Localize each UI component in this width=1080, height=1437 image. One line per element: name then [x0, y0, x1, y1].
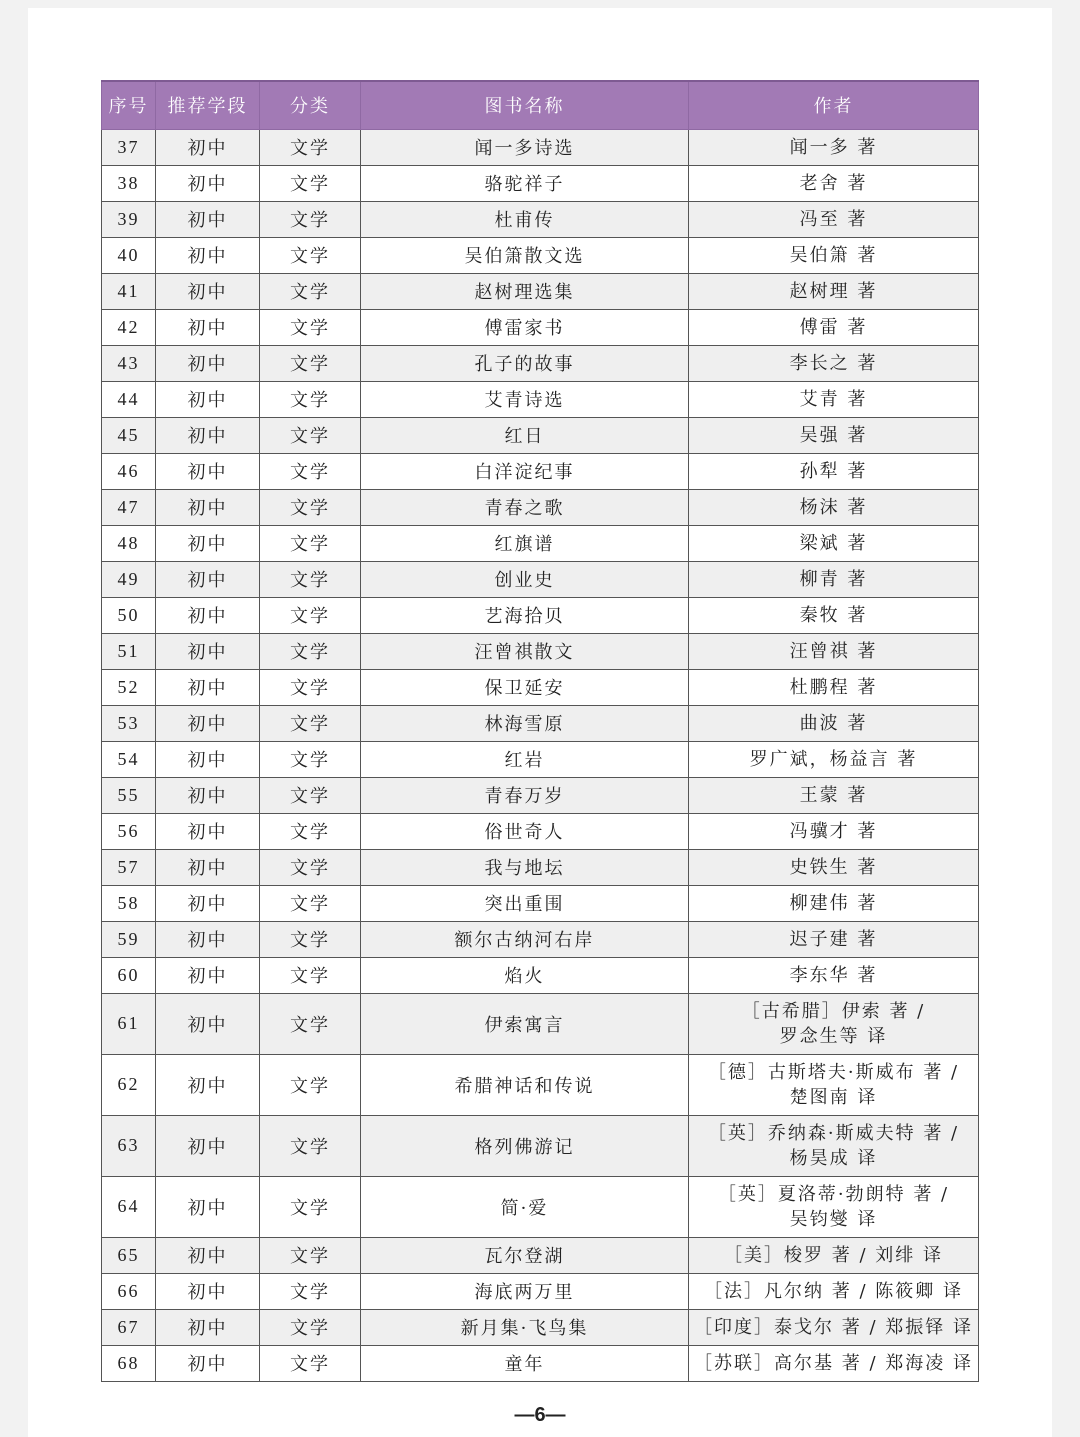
author-line: ［苏联］高尔基 著 / 郑海凌 译: [694, 1352, 973, 1374]
cell-stage: 初中: [156, 201, 260, 237]
cell-category: 文学: [260, 381, 361, 417]
cell-category: 文学: [260, 309, 361, 345]
cell-title: 骆驼祥子: [361, 165, 689, 201]
cell-category: 文学: [260, 885, 361, 921]
cell-num: 38: [102, 165, 156, 201]
cell-num: 46: [102, 453, 156, 489]
cell-title: 汪曾祺散文: [361, 633, 689, 669]
cell-title: 青春万岁: [361, 777, 689, 813]
author-line: 傅雷 著: [799, 316, 868, 338]
author-line: 吴钧燮 译: [789, 1208, 878, 1230]
cell-category: 文学: [260, 597, 361, 633]
cell-num: 41: [102, 273, 156, 309]
author-line: 迟子建 著: [789, 928, 878, 950]
table-row: [102, 237, 979, 273]
cell-category: 文学: [260, 813, 361, 849]
cell-category: 文学: [260, 921, 361, 957]
cell-num: 47: [102, 489, 156, 525]
cell-author: [689, 1115, 979, 1176]
author-line: ［美］梭罗 著 / 刘绯 译: [724, 1244, 943, 1266]
cell-title: 新月集·飞鸟集: [361, 1309, 689, 1345]
cell-num: 63: [102, 1115, 156, 1176]
cell-author: [689, 237, 979, 273]
cell-stage: 初中: [156, 705, 260, 741]
cell-stage: 初中: [156, 417, 260, 453]
cell-author: [689, 273, 979, 309]
book-list-table: [101, 80, 979, 1382]
cell-title: 红旗谱: [361, 525, 689, 561]
cell-title: 海底两万里: [361, 1273, 689, 1309]
cell-author: [689, 813, 979, 849]
cell-author: [689, 1309, 979, 1345]
cell-author: [689, 1273, 979, 1309]
cell-author: [689, 561, 979, 597]
cell-author: [689, 1237, 979, 1273]
author-line: 孙犁 著: [799, 460, 868, 482]
table-header-row: [102, 81, 979, 129]
cell-category: 文学: [260, 741, 361, 777]
cell-author: [689, 309, 979, 345]
cell-title: 傅雷家书: [361, 309, 689, 345]
cell-num: 39: [102, 201, 156, 237]
cell-num: 57: [102, 849, 156, 885]
cell-title: 孔子的故事: [361, 345, 689, 381]
table-row: [102, 165, 979, 201]
cell-title: 创业史: [361, 561, 689, 597]
cell-category: 文学: [260, 489, 361, 525]
table-row: [102, 525, 979, 561]
cell-stage: 初中: [156, 921, 260, 957]
cell-stage: 初中: [156, 1273, 260, 1309]
table-row: [102, 993, 979, 1054]
cell-num: 53: [102, 705, 156, 741]
table-body: [102, 129, 979, 1381]
cell-title: 闻一多诗选: [361, 129, 689, 165]
cell-author: [689, 381, 979, 417]
table-row: [102, 957, 979, 993]
header-category: 分类: [260, 81, 361, 129]
cell-title: 赵树理选集: [361, 273, 689, 309]
cell-title: 保卫延安: [361, 669, 689, 705]
cell-stage: 初中: [156, 525, 260, 561]
cell-category: 文学: [260, 1054, 361, 1115]
table-row: [102, 309, 979, 345]
cell-num: 67: [102, 1309, 156, 1345]
author-line: 王蒙 著: [799, 784, 868, 806]
table-row: [102, 1273, 979, 1309]
table-row: [102, 1054, 979, 1115]
cell-title: 艾青诗选: [361, 381, 689, 417]
cell-stage: 初中: [156, 561, 260, 597]
cell-category: 文学: [260, 201, 361, 237]
table-row: [102, 1345, 979, 1381]
cell-num: 59: [102, 921, 156, 957]
cell-stage: 初中: [156, 669, 260, 705]
table-row: [102, 345, 979, 381]
page-number: —6—: [514, 1404, 566, 1426]
table-row: [102, 417, 979, 453]
table-row: [102, 633, 979, 669]
cell-title: 红岩: [361, 741, 689, 777]
cell-author: [689, 921, 979, 957]
author-line: 杜鹏程 著: [789, 676, 878, 698]
cell-title: 突出重围: [361, 885, 689, 921]
author-line: 罗念生等 译: [779, 1025, 888, 1047]
cell-stage: 初中: [156, 849, 260, 885]
author-line: 吴强 著: [799, 424, 868, 446]
header-author: 作者: [689, 81, 979, 129]
cell-author: [689, 417, 979, 453]
table-row: [102, 777, 979, 813]
cell-num: 68: [102, 1345, 156, 1381]
table-row: [102, 885, 979, 921]
author-line: 艾青 著: [799, 388, 868, 410]
cell-category: 文学: [260, 129, 361, 165]
table-row: [102, 921, 979, 957]
table-row: [102, 849, 979, 885]
cell-num: 51: [102, 633, 156, 669]
cell-category: 文学: [260, 849, 361, 885]
cell-title: 格列佛游记: [361, 1115, 689, 1176]
cell-author: [689, 993, 979, 1054]
cell-category: 文学: [260, 1115, 361, 1176]
cell-stage: 初中: [156, 993, 260, 1054]
cell-title: 林海雪原: [361, 705, 689, 741]
cell-category: 文学: [260, 237, 361, 273]
cell-num: 64: [102, 1176, 156, 1237]
cell-category: 文学: [260, 453, 361, 489]
cell-num: 45: [102, 417, 156, 453]
cell-num: 62: [102, 1054, 156, 1115]
author-line: 梁斌 著: [799, 532, 868, 554]
cell-author: [689, 885, 979, 921]
table-row: [102, 561, 979, 597]
cell-num: 58: [102, 885, 156, 921]
cell-stage: 初中: [156, 489, 260, 525]
table-row: [102, 381, 979, 417]
table-row: [102, 813, 979, 849]
cell-num: 55: [102, 777, 156, 813]
cell-author: [689, 1054, 979, 1115]
cell-stage: 初中: [156, 453, 260, 489]
cell-title: 童年: [361, 1345, 689, 1381]
author-line: 柳建伟 著: [789, 892, 878, 914]
cell-title: 焰火: [361, 957, 689, 993]
cell-category: 文学: [260, 777, 361, 813]
cell-category: 文学: [260, 561, 361, 597]
cell-num: 61: [102, 993, 156, 1054]
author-line: ［法］凡尔纳 著 / 陈筱卿 译: [704, 1280, 963, 1302]
table-row: [102, 201, 979, 237]
cell-num: 40: [102, 237, 156, 273]
author-line: 罗广斌，杨益言 著: [749, 748, 918, 770]
cell-category: 文学: [260, 669, 361, 705]
table-row: [102, 1176, 979, 1237]
cell-category: 文学: [260, 417, 361, 453]
cell-author: [689, 957, 979, 993]
cell-title: 红日: [361, 417, 689, 453]
cell-author: [689, 849, 979, 885]
author-line: ［古希腊］伊索 著 /: [741, 1000, 926, 1022]
table-row: [102, 129, 979, 165]
cell-num: 56: [102, 813, 156, 849]
author-line: 李长之 著: [789, 352, 878, 374]
cell-category: 文学: [260, 1273, 361, 1309]
cell-author: [689, 1176, 979, 1237]
cell-author: [689, 129, 979, 165]
author-line: 闻一多 著: [789, 136, 878, 158]
cell-category: 文学: [260, 633, 361, 669]
author-line: 冯骥才 著: [789, 820, 878, 842]
table-row: [102, 1309, 979, 1345]
cell-num: 44: [102, 381, 156, 417]
cell-stage: 初中: [156, 309, 260, 345]
cell-stage: 初中: [156, 1054, 260, 1115]
table-row: [102, 489, 979, 525]
header-title: 图书名称: [361, 81, 689, 129]
cell-title: 希腊神话和传说: [361, 1054, 689, 1115]
table-row: [102, 741, 979, 777]
cell-category: 文学: [260, 705, 361, 741]
cell-category: 文学: [260, 1176, 361, 1237]
cell-num: 43: [102, 345, 156, 381]
cell-stage: 初中: [156, 129, 260, 165]
cell-stage: 初中: [156, 1115, 260, 1176]
table-row: [102, 273, 979, 309]
table-row: [102, 1115, 979, 1176]
author-line: 汪曾祺 著: [789, 640, 878, 662]
cell-author: [689, 201, 979, 237]
table-row: [102, 669, 979, 705]
author-line: ［英］夏洛蒂·勃朗特 著 /: [717, 1183, 950, 1205]
author-line: 曲波 著: [799, 712, 868, 734]
cell-category: 文学: [260, 165, 361, 201]
cell-author: [689, 489, 979, 525]
table-row: [102, 597, 979, 633]
cell-stage: 初中: [156, 237, 260, 273]
cell-stage: 初中: [156, 957, 260, 993]
cell-category: 文学: [260, 525, 361, 561]
cell-num: 52: [102, 669, 156, 705]
cell-author: [689, 633, 979, 669]
cell-title: 我与地坛: [361, 849, 689, 885]
cell-title: 白洋淀纪事: [361, 453, 689, 489]
cell-author: [689, 597, 979, 633]
cell-title: 瓦尔登湖: [361, 1237, 689, 1273]
cell-stage: 初中: [156, 165, 260, 201]
cell-stage: 初中: [156, 597, 260, 633]
cell-title: 额尔古纳河右岸: [361, 921, 689, 957]
author-line: 吴伯箫 著: [789, 244, 878, 266]
cell-category: 文学: [260, 345, 361, 381]
cell-author: [689, 669, 979, 705]
cell-num: 48: [102, 525, 156, 561]
cell-category: 文学: [260, 1237, 361, 1273]
author-line: 老舍 著: [799, 172, 868, 194]
cell-title: 俗世奇人: [361, 813, 689, 849]
author-line: 楚图南 译: [789, 1086, 878, 1108]
author-line: 秦牧 著: [799, 604, 868, 626]
cell-stage: 初中: [156, 741, 260, 777]
table-row: [102, 1237, 979, 1273]
author-line: 史铁生 著: [789, 856, 878, 878]
cell-title: 杜甫传: [361, 201, 689, 237]
cell-author: [689, 777, 979, 813]
cell-num: 50: [102, 597, 156, 633]
author-line: ［英］乔纳森·斯威夫特 著 /: [707, 1122, 960, 1144]
cell-category: 文学: [260, 1309, 361, 1345]
cell-title: 吴伯箫散文选: [361, 237, 689, 273]
cell-author: [689, 165, 979, 201]
cell-stage: 初中: [156, 345, 260, 381]
cell-stage: 初中: [156, 1345, 260, 1381]
cell-num: 60: [102, 957, 156, 993]
cell-category: 文学: [260, 993, 361, 1054]
author-line: 杨昊成 译: [789, 1147, 878, 1169]
cell-stage: 初中: [156, 273, 260, 309]
author-line: 冯至 著: [799, 208, 868, 230]
cell-stage: 初中: [156, 885, 260, 921]
cell-num: 66: [102, 1273, 156, 1309]
author-line: 柳青 著: [799, 568, 868, 590]
author-line: ［印度］泰戈尔 著 / 郑振铎 译: [694, 1316, 973, 1338]
cell-author: [689, 345, 979, 381]
cell-stage: 初中: [156, 777, 260, 813]
author-line: 杨沫 著: [799, 496, 868, 518]
author-line: ［德］古斯塔夫·斯威布 著 /: [707, 1061, 960, 1083]
cell-author: [689, 705, 979, 741]
cell-num: 54: [102, 741, 156, 777]
cell-title: 青春之歌: [361, 489, 689, 525]
table-row: [102, 705, 979, 741]
cell-author: [689, 741, 979, 777]
cell-stage: 初中: [156, 1237, 260, 1273]
cell-author: [689, 525, 979, 561]
cell-author: [689, 1345, 979, 1381]
header-stage: 推荐学段: [156, 81, 260, 129]
cell-stage: 初中: [156, 1176, 260, 1237]
cell-title: 伊索寓言: [361, 993, 689, 1054]
cell-num: 37: [102, 129, 156, 165]
cell-category: 文学: [260, 273, 361, 309]
cell-num: 42: [102, 309, 156, 345]
author-line: 李东华 著: [789, 964, 878, 986]
cell-stage: 初中: [156, 1309, 260, 1345]
cell-category: 文学: [260, 1345, 361, 1381]
header-num: 序号: [102, 81, 156, 129]
author-line: 赵树理 著: [789, 280, 878, 302]
cell-num: 49: [102, 561, 156, 597]
cell-stage: 初中: [156, 381, 260, 417]
cell-title: 艺海拾贝: [361, 597, 689, 633]
cell-author: [689, 453, 979, 489]
cell-category: 文学: [260, 957, 361, 993]
table-row: [102, 453, 979, 489]
cell-title: 简·爱: [361, 1176, 689, 1237]
document-page: [28, 8, 1052, 1437]
cell-num: 65: [102, 1237, 156, 1273]
cell-stage: 初中: [156, 633, 260, 669]
cell-stage: 初中: [156, 813, 260, 849]
